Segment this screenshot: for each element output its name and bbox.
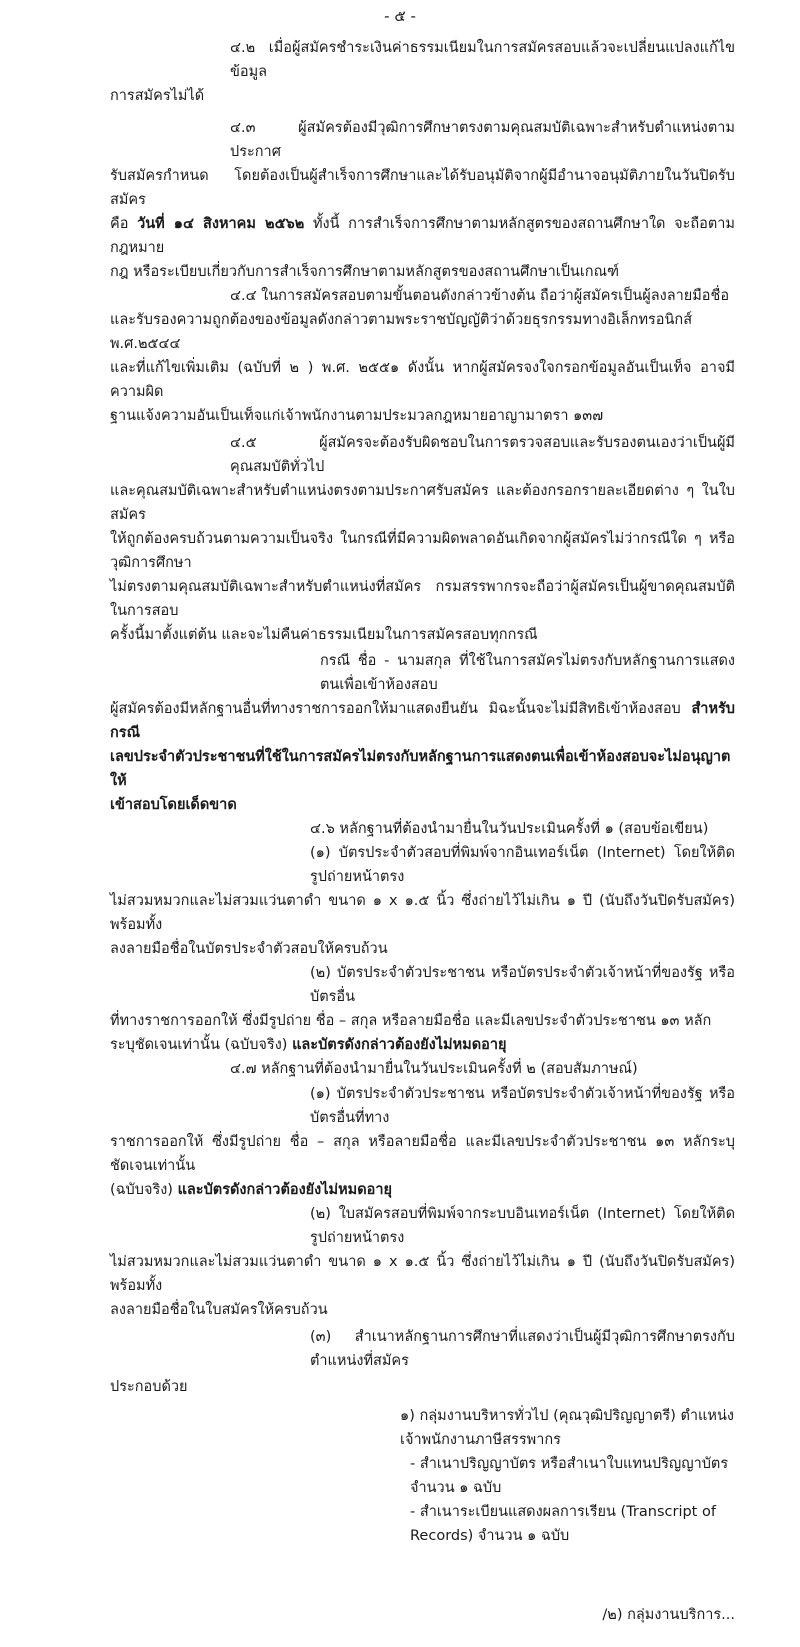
text-segment: รับสมัครกำหนด โดยต้องเป็นผู้สำเร็จการศึกษาและได้รับอนุมัติจากผู้มีอำนาจอนุมัติภายในวันปิดรับสมัคร	[110, 168, 735, 208]
bold-text: สำหรับกรณี	[110, 701, 735, 741]
text-line	[110, 356, 735, 404]
text-line	[110, 431, 735, 479]
text-line	[110, 1082, 735, 1130]
text-segment: (๒) ใบสมัครสอบที่พิมพ์จากระบบอินเทอร์เน็ต (Internet) โดยให้ติดรูปถ่ายหน้าตรง	[310, 1206, 735, 1246]
text-segment: ลงลายมือชื่อในใบสมัครให้ครบถ้วน	[110, 1302, 328, 1318]
bold-text: เลขประจำตัวประชาชนที่ใช้ในการสมัครไม่ตรงกับหลักฐานการแสดงตนเพื่อเข้าห้องสอบจะไม่อนุญาตให้	[110, 749, 731, 789]
text-segment: ๔.๓ ผู้สมัครต้องมีวุฒิการศึกษาตรงตามคุณสมบัติเฉพาะสำหรับตำแหน่งตามประกาศ	[230, 120, 735, 160]
text-segment: ๔.๒ เมื่อผู้สมัครชำระเงินค่าธรรมเนียมในการสมัครสอบแล้วจะเปลี่ยนแปลงแก้ไขข้อมูล	[230, 40, 735, 80]
text-segment: ให้ถูกต้องครบถ้วนตามความเป็นจริง ในกรณีที่มีความผิดพลาดอันเกิดจากผู้สมัครไม่ว่ากรณีใด ๆ หรือวุฒิการศึกษา	[110, 531, 735, 571]
text-line	[110, 1250, 735, 1298]
text-segment: - สำเนาระเบียนแสดงผลการเรียน (Transcript of Records) จำนวน ๑ ฉบับ	[410, 1504, 716, 1544]
continuation-note: /๒) กลุ่มงานบริการ...	[602, 1607, 735, 1623]
text-line	[110, 284, 735, 308]
text-line	[110, 260, 735, 284]
text-line	[110, 1452, 735, 1500]
text-line	[110, 817, 735, 841]
text-line	[110, 1033, 735, 1057]
text-segment: (๑) บัตรประจำตัวประชาชน หรือบัตรประจำตัวเจ้าหน้าที่ของรัฐ หรือบัตรอื่นที่ทาง	[310, 1086, 735, 1126]
text-line	[110, 961, 735, 1009]
text-segment: ประกอบด้วย	[110, 1379, 188, 1395]
text-segment: กฎ หรือระเบียบเกี่ยวกับการสำเร็จการศึกษาตามหลักสูตรของสถานศึกษาเป็นเกณฑ์	[110, 264, 620, 280]
text-line	[110, 623, 735, 647]
text-segment: ที่ทางราชการออกให้ ซึ่งมีรูปถ่าย ชื่อ – สกุล หรือลายมือชื่อ และมีเลขประจำตัวประชาชน ๑๓ หลัก	[110, 1013, 712, 1029]
text-line	[110, 116, 735, 164]
text-segment: ฐานแจ้งความอันเป็นเท็จแก่เจ้าพนักงานตามประมวลกฎหมายอาญามาตรา ๑๓๗	[110, 408, 604, 424]
text-segment: ไม่สวมหมวกและไม่สวมแว่นตาดำ ขนาด ๑ x ๑.๕ นิ้ว ซึ่งถ่ายไว้ไม่เกิน ๑ ปี (นับถึงวันปิดรับสมัคร) พร้อมทั้ง	[110, 893, 735, 933]
text-line	[110, 1009, 735, 1033]
text-segment: ไม่สวมหมวกและไม่สวมแว่นตาดำ ขนาด ๑ x ๑.๕ นิ้ว ซึ่งถ่ายไว้ไม่เกิน ๑ ปี (นับถึงวันปิดรับสมัคร) พร้อมทั้ง	[110, 1254, 735, 1294]
text-line	[110, 937, 735, 961]
bold-text: วันที่ ๑๔ สิงหาคม ๒๕๖๒	[137, 216, 305, 232]
text-line	[110, 1202, 735, 1250]
text-line	[110, 1375, 735, 1399]
text-segment: ลงลายมือชื่อในบัตรประจำตัวสอบให้ครบถ้วน	[110, 941, 388, 957]
text-segment: คือ	[110, 216, 138, 232]
text-line	[110, 84, 735, 108]
text-line	[110, 1057, 735, 1081]
text-line	[110, 1325, 735, 1373]
text-line	[110, 164, 735, 212]
text-segment: ไม่ตรงตามคุณสมบัติเฉพาะสำหรับตำแหน่งที่สมัคร กรมสรรพากรจะถือว่าผู้สมัครเป็นผู้ขาดคุณสมบัติในการสอบ	[110, 579, 735, 619]
text-segment: ๑) กลุ่มงานบริหารทั่วไป (คุณวุฒิปริญญาตรี) ตำแหน่งเจ้าพนักงานภาษีสรรพากร	[400, 1408, 734, 1448]
text-segment: และคุณสมบัติเฉพาะสำหรับตำแหน่งตรงตามประกาศรับสมัคร และต้องกรอกรายละเอียดต่าง ๆ ในใบสมัคร	[110, 483, 735, 523]
text-line	[110, 575, 735, 623]
bold-text: และบัตรดังกล่าวต้องยังไม่หมดอายุ	[292, 1037, 507, 1053]
text-line	[110, 1130, 735, 1178]
text-segment: ๔.๗ หลักฐานที่ต้องนำมายื่นในวันประเมินครั้งที่ ๒ (สอบสัมภาษณ์)	[230, 1061, 638, 1077]
text-segment: ๔.๖ หลักฐานที่ต้องนำมายื่นในวันประเมินครั้งที่ ๑ (สอบข้อเขียน)	[310, 821, 709, 837]
text-line	[110, 793, 735, 817]
text-segment: ๔.๕ ผู้สมัครจะต้องรับผิดชอบในการตรวจสอบและรับรองตนเองว่าเป็นผู้มีคุณสมบัติทั่วไป	[230, 435, 735, 475]
bold-text: และบัตรดังกล่าวต้องยังไม่หมดอายุ	[177, 1182, 392, 1198]
text-line	[110, 649, 735, 697]
text-line	[110, 1178, 735, 1202]
document-body	[110, 36, 735, 1548]
text-line	[110, 1298, 735, 1322]
text-line	[110, 745, 735, 793]
bold-text: เข้าสอบโดยเด็ดขาด	[110, 797, 237, 813]
text-segment: ผู้สมัครต้องมีหลักฐานอื่นที่ทางราชการออกให้มาแสดงยืนยัน มิฉะนั้นจะไม่มีสิทธิเข้าห้องสอบ	[110, 701, 692, 717]
text-segment: ราชการออกให้ ซึ่งมีรูปถ่าย ชื่อ – สกุล หรือลายมือชื่อ และมีเลขประจำตัวประชาชน ๑๓ หลักระบุชัดเจนเท่านั้น	[110, 1134, 735, 1174]
text-line	[110, 889, 735, 937]
text-line	[110, 479, 735, 527]
text-line	[110, 527, 735, 575]
text-segment: ทั้งนี้ การสำเร็จการศึกษาตามหลักสูตรของสถานศึกษาใด จะถือตามกฎหมาย	[110, 216, 735, 256]
text-segment: กรณี ชื่อ - นามสกุล ที่ใช้ในการสมัครไม่ตรงกับหลักฐานการแสดงตนเพื่อเข้าห้องสอบ	[320, 653, 735, 693]
text-segment: (๒) บัตรประจำตัวประชาชน หรือบัตรประจำตัวเจ้าหน้าที่ของรัฐ หรือบัตรอื่น	[310, 965, 735, 1005]
text-segment: และที่แก้ไขเพิ่มเติม (ฉบับที่ ๒ ) พ.ศ. ๒๕๕๑ ดังนั้น หากผู้สมัครจงใจกรอกข้อมูลอันเป็นเท็จ อาจมีความผิด	[110, 360, 735, 400]
text-segment: การสมัครไม่ได้	[110, 88, 205, 104]
text-line	[110, 212, 735, 260]
text-line	[110, 1404, 735, 1452]
text-line	[110, 36, 735, 84]
text-line	[110, 404, 735, 428]
text-segment: (ฉบับจริง)	[110, 1182, 178, 1198]
text-line	[110, 308, 735, 356]
text-segment: - สำเนาปริญญาบัตร หรือสำเนาใบแทนปริญญาบัตร จำนวน ๑ ฉบับ	[410, 1456, 729, 1496]
text-line	[110, 841, 735, 889]
text-line	[110, 697, 735, 745]
text-segment: ระบุชัดเจนเท่านั้น (ฉบับจริง)	[110, 1037, 293, 1053]
page-number: - ๕ -	[384, 7, 416, 25]
text-segment: ๔.๔ ในการสมัครสอบตามขั้นตอนดังกล่าวข้างต้น ถือว่าผู้สมัครเป็นผู้ลงลายมือชื่อ	[230, 288, 730, 304]
text-segment: ครั้งนี้มาตั้งแต่ต้น และจะไม่คืนค่าธรรมเนียมในการสมัครสอบทุกกรณี	[110, 627, 538, 643]
text-segment: และรับรองความถูกต้องของข้อมูลดังกล่าวตามพระราชบัญญัติว่าด้วยธุรกรรมทางอิเล็กทรอนิกส์ พ.ศ.๒๕๔๔	[110, 312, 693, 352]
text-line	[110, 1500, 735, 1548]
text-segment: (๑) บัตรประจำตัวสอบที่พิมพ์จากอินเทอร์เน็ต (Internet) โดยให้ติดรูปถ่ายหน้าตรง	[310, 845, 735, 885]
text-segment: (๓) สำเนาหลักฐานการศึกษาที่แสดงว่าเป็นผู้มีวุฒิการศึกษาตรงกับตำแหน่งที่สมัคร	[310, 1329, 735, 1369]
